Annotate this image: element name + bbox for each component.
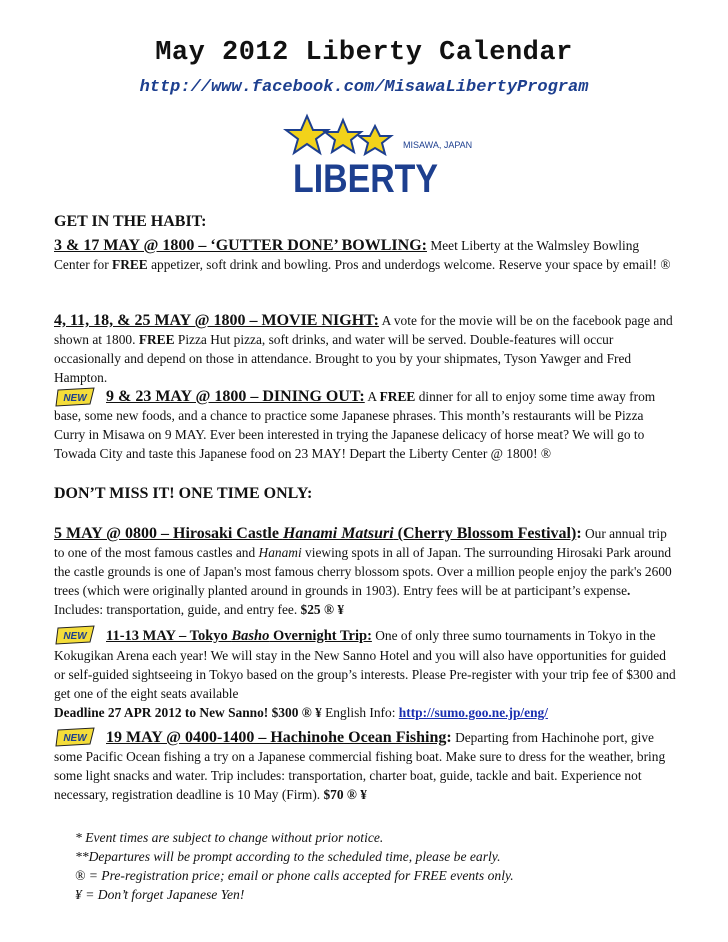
event-hirosaki: 5 MAY @ 0800 – Hirosaki Castle Hanami Matsuri (Cherry Blossom Festival): Our annual trip to one of the most famous castles and Hanami viewing spots in all of Japan. The surrounding Hirosaki Park around the castle grounds is one of Japan's most famous cherry blossom spots. Over a million people enjoy the park's 2600 trees (which were originally planted around in grounds in 1903). Entry fees will be at participant’s expense. Includes: transportation, guide, and entry fee. $25 ® ¥ bbox=[54, 525, 672, 617]
note-line: **Departures will be prompt according to the scheduled time, please be early. bbox=[75, 849, 501, 864]
section-heading-once: DON’T MISS IT! ONE TIME ONLY: bbox=[54, 485, 313, 502]
footnotes bbox=[75, 828, 675, 904]
section-heading-habit: GET IN THE HABIT: bbox=[54, 213, 207, 230]
event-heading: 11-13 MAY – Tokyo Basho Overnight Trip: bbox=[106, 628, 372, 644]
logo-tagline: MISAWA, JAPAN bbox=[403, 140, 473, 150]
note-line: ® = Pre-registration price; email or phone calls accepted for FREE events only. bbox=[75, 868, 514, 883]
star-icon bbox=[325, 120, 361, 152]
event-heading: 19 MAY @ 0400-1400 – Hachinohe Ocean Fishing bbox=[106, 729, 447, 746]
event-tokyo: 11-13 MAY – Tokyo Basho Overnight Trip: One of only three sumo tournaments in Tokyo in the Kokugikan Arena each year! We will stay in the New Sanno Hotel and you will also have opportunities for guided or self-guided sightseeing in Tokyo based on the group’s interests. Please Pre-register with your trip fee of $300 and get one of the eight seats available Deadline 27 APR 2012 to New Sanno! $300 ® ¥ English Info: http://sumo.goo.ne.jp/eng/ bbox=[54, 628, 676, 720]
event-movie: 4, 11, 18, & 25 MAY @ 1800 – MOVIE NIGHT: A vote for the movie will be on the facebook page and shown at 1800. FREE Pizza Hut pizza, soft drinks, and water will be served. Double-features will occur occasionally and depend on those in attendance. Brought to you by your shipmates, Tyson Yawger and Fred Hampton. bbox=[54, 312, 673, 385]
star-icon bbox=[359, 126, 391, 154]
deadline-text: Deadline 27 APR 2012 to New Sanno! $300 ® ¥ bbox=[54, 705, 322, 720]
event-dining: 9 & 23 MAY @ 1800 – DINING OUT: A FREE dinner for all to enjoy some time away from base, some new foods, and a chance to practice some Japanese phrases. This month’s restaurants will be Pizza Curry in Misawa on 9 MAY. Ever been interested in trying the Japanese delicacy of horse meat? We will go to Towada City and taste this Japanese food on 23 MAY! Depart the Liberty Center @ 1800! ® bbox=[54, 388, 656, 461]
svg-text:NEW: NEW bbox=[63, 733, 87, 744]
event-bowling: 3 & 17 MAY @ 1800 – ‘GUTTER DONE’ BOWLING: Meet Liberty at the Walmsley Bowling Center for FREE appetizer, soft drink and bowling. Pros and underdogs welcome. Reserve your space by email! ® bbox=[54, 237, 671, 272]
event-fishing: 19 MAY @ 0400-1400 – Hachinohe Ocean Fishing: Departing from Hachinohe port, give some Pacific Ocean fishing a try on a Japanese commercial fishing boat. Make sure to dress for the weather, bring some light snacks and water. Trip includes: transportation, charter boat, guide, tackle and bait. Experience not necessary, registration deadline is 10 May (Firm). $70 ® ¥ bbox=[54, 729, 666, 802]
svg-text:NEW: NEW bbox=[63, 631, 87, 642]
event-heading: 5 MAY @ 0800 – Hirosaki Castle Hanami Matsuri (Cherry Blossom Festival) bbox=[54, 525, 577, 542]
page-title: May 2012 Liberty Calendar bbox=[155, 38, 573, 68]
note-line: ¥ = Don’t forget Japanese Yen! bbox=[75, 887, 245, 902]
event-heading: 3 & 17 MAY @ 1800 – ‘GUTTER DONE’ BOWLING: bbox=[54, 237, 427, 254]
sumo-info-link[interactable]: http://sumo.goo.ne.jp/eng/ bbox=[398, 705, 548, 720]
svg-text:NEW: NEW bbox=[63, 393, 87, 404]
logo-word: LIBERTY bbox=[293, 157, 439, 201]
liberty-logo bbox=[283, 114, 473, 201]
star-icon bbox=[286, 116, 328, 153]
event-heading: 4, 11, 18, & 25 MAY @ 1800 – MOVIE NIGHT: bbox=[54, 312, 379, 329]
note-line: * Event times are subject to change without prior notice. bbox=[75, 830, 384, 845]
facebook-url[interactable]: http://www.facebook.com/MisawaLibertyProgram bbox=[139, 78, 589, 97]
event-heading: 9 & 23 MAY @ 1800 – DINING OUT: bbox=[106, 388, 365, 405]
